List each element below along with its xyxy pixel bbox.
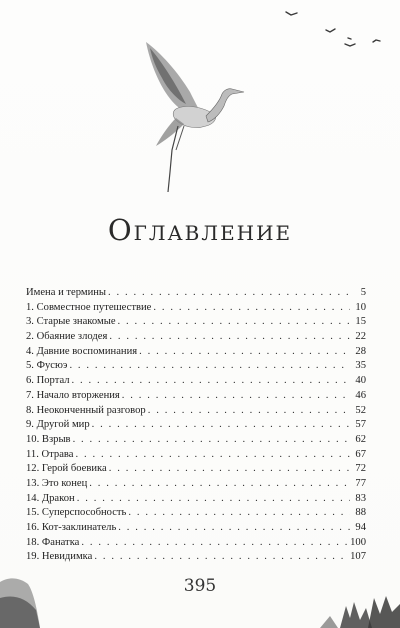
toc-leader-dots: [109, 462, 350, 477]
toc-entry-title: 12. Герой боевика: [26, 463, 107, 475]
toc-entry[interactable]: [26, 477, 366, 492]
toc-entry-page: 46: [355, 389, 366, 401]
toc-entry-page: 15: [355, 316, 366, 328]
toc-entry-page: 10: [355, 301, 366, 313]
toc-leader-dots: [75, 448, 350, 463]
toc-entry[interactable]: [26, 418, 366, 433]
page-number: 395: [183, 576, 217, 596]
toc-entry-title: 4. Давние воспоминания: [26, 345, 138, 357]
toc-entry-page: 28: [355, 345, 366, 357]
toc-leader-dots: [77, 492, 350, 507]
toc-leader-dots: [139, 345, 350, 360]
toc-entry-title: 5. Фусюэ: [26, 360, 68, 372]
toc-entry-page: 40: [355, 375, 366, 387]
toc-entry-title: 9. Другой мир: [26, 419, 90, 431]
toc-title: Оглавление: [107, 213, 293, 247]
toc-entry-page: 52: [355, 404, 366, 416]
toc-leader-dots: [128, 506, 350, 521]
toc-entry[interactable]: [26, 506, 366, 521]
toc-entry-title: 19. Невидимка: [26, 551, 93, 563]
toc-entry-title: 11. Отрава: [26, 448, 74, 460]
toc-entry-page: 67: [355, 448, 366, 460]
toc-leader-dots: [148, 404, 350, 419]
toc-leader-dots: [92, 418, 350, 433]
toc-entry-page: 35: [355, 360, 366, 372]
toc-leader-dots: [118, 315, 350, 330]
crane-illustration: [0, 0, 400, 200]
toc-entry-title: 8. Неоконченный разговор: [26, 404, 146, 416]
toc-entry-title: 7. Начало вторжения: [26, 389, 120, 401]
toc-entry[interactable]: [26, 315, 366, 330]
toc-leader-dots: [81, 536, 348, 551]
toc-entry-page: 22: [355, 331, 366, 343]
toc-leader-dots: [69, 359, 350, 374]
toc-entry-page: 107: [350, 551, 366, 563]
toc-leader-dots: [89, 477, 350, 492]
crane-icon: [146, 42, 244, 192]
toc-leader-dots: [73, 433, 350, 448]
landscape-illustration: [0, 568, 400, 628]
toc-entry-title: 13. Это конец: [26, 477, 88, 489]
toc-entry[interactable]: [26, 521, 366, 536]
toc-entry-page: 77: [355, 477, 366, 489]
toc-entry[interactable]: [26, 301, 366, 316]
toc-entry-page: 94: [355, 522, 366, 533]
toc-entry[interactable]: [26, 404, 366, 419]
toc-entry[interactable]: [26, 330, 366, 345]
table-of-contents: [26, 286, 366, 565]
toc-entry[interactable]: [26, 492, 366, 507]
toc-entry-page: 100: [350, 536, 366, 548]
toc-leader-dots: [72, 374, 350, 389]
toc-entry[interactable]: [26, 286, 366, 301]
toc-entry-title: 16. Кот-заклинатель: [26, 522, 117, 533]
toc-entry[interactable]: [26, 374, 366, 389]
toc-entry-title: 10. Взрыв: [26, 433, 71, 445]
toc-entry-page: 88: [355, 507, 366, 519]
toc-leader-dots: [122, 389, 350, 404]
toc-entry[interactable]: [26, 359, 366, 374]
trees-icon: [320, 596, 400, 628]
toc-entry[interactable]: [26, 345, 366, 360]
flying-birds-icon: [286, 12, 380, 46]
toc-leader-dots: [118, 521, 350, 536]
toc-entry-page: 5: [360, 287, 366, 298]
toc-entry[interactable]: [26, 462, 366, 477]
toc-entry[interactable]: [26, 550, 366, 565]
toc-leader-dots: [153, 301, 350, 316]
toc-entry-page: 62: [355, 433, 366, 445]
toc-entry-title: 15. Суперспособность: [26, 507, 127, 519]
toc-entry-title: 1. Совместное путешествие: [26, 301, 152, 313]
toc-entry-title: 18. Фанатка: [26, 536, 80, 548]
toc-entry-page: 72: [355, 463, 366, 475]
toc-leader-dots: [109, 330, 350, 345]
toc-entry[interactable]: [26, 536, 366, 551]
toc-entry-title: 3. Старые знакомые: [26, 316, 116, 328]
toc-entry-page: 83: [355, 492, 366, 504]
toc-entry[interactable]: [26, 448, 366, 463]
toc-entry[interactable]: [26, 389, 366, 404]
toc-entry-title: 6. Портал: [26, 375, 70, 387]
toc-entry-title: 2. Обаяние злодея: [26, 331, 108, 343]
toc-entry[interactable]: [26, 433, 366, 448]
toc-entry-title: 14. Дракон: [26, 492, 75, 504]
toc-leader-dots: [94, 550, 348, 565]
toc-entry-title: Имена и термины: [26, 287, 107, 298]
toc-entry-page: 57: [355, 419, 366, 431]
toc-leader-dots: [108, 286, 350, 301]
